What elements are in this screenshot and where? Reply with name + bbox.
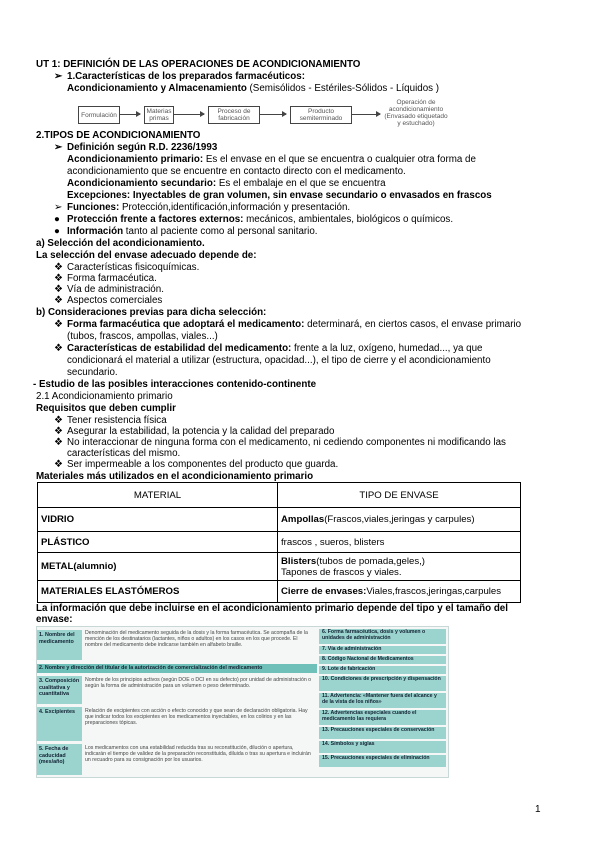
container-cell: frascos , sueros, blisters [278,532,521,553]
diamond-bullet-icon: ❖ [54,273,63,284]
materials-table [37,482,521,603]
study-line: - Estudio de las posibles interacciones contenido-continente [33,379,317,390]
diamond-bullet-icon: ❖ [54,262,63,273]
flow-arrow-icon [260,114,286,115]
section1-subheading: Acondicionamiento y Almacenamiento (Semisólidos - Estériles-Sólidos - Líquidos ) [67,83,440,94]
diamond-bullet-icon: ❖ [54,319,63,330]
protection: ● Protección frente a factores externos: mecánicos, ambientales, biológicos o químicos. [54,214,454,225]
info-item: 13. Precauciones especiales de conservación [319,727,446,739]
list-item: ❖ Características fisicoquímicas. [54,262,200,273]
list-item-cont: (tubos, frascos, ampollas, viales...) [67,331,218,342]
diamond-bullet-icon: ❖ [54,284,63,295]
dot-bullet-icon: ● [54,226,60,237]
diamond-bullet-icon: ❖ [54,426,63,437]
list-item: ❖ Ser impermeable a los componentes del producto que guarda. [54,459,339,470]
info-heading-cont: envase: [36,614,73,625]
column-header: MATERIAL [38,483,278,508]
diamond-bullet-icon: ❖ [54,437,63,448]
info-item: 7. Vía de administración [319,646,446,654]
requirements-heading: Requisitos que deben cumplir [36,403,176,414]
flow-step: Formulación [78,106,120,124]
table-header-row [38,483,521,508]
page-number: 1 [535,804,541,815]
list-item: ❖ Vía de administración. [54,284,164,295]
section-a-sub: La selección del envase adecuado depende de: [36,250,257,261]
section-b-heading: b) Consideraciones previas para dicha selección: [36,307,267,318]
info-desc: Nombre de los principios activos (según DOE o DCI en su defecto) por unidad de administración o según la forma de administración para un volumen o peso determinado. [85,677,312,689]
info-item: 11. Advertencia: «Mantener fuera del alcance y de la vista de los niños» [319,693,446,708]
info-item: 10. Condiciones de prescripción y dispensación [319,676,446,691]
column-header: TIPO DE ENVASE [278,483,521,508]
flow-step: Materias primas [144,106,174,124]
container-cell: Cierre de envases:Viales,frascos,jeringas,carpules [278,581,521,603]
section-a-heading: a) Selección del acondicionamiento. [36,238,205,249]
list-item: ❖ Aspectos comerciales [54,295,163,306]
material-cell: METAL(alumnio) [38,553,278,581]
exceptions: Excepciones: Inyectables de gran volumen, sin envase secundario o envasados en frascos [67,190,492,201]
arrow-bullet-icon: ➢ [54,142,63,153]
dot-bullet-icon: ● [54,214,60,225]
list-item-cont: condicionará el material a utilizar (estructura, opacidad...), el tipo de cierre y el acondicionamiento [67,355,491,366]
flow-arrow-icon [352,114,380,115]
container-cell: Blisters(tubos de pomada,geles,) Tapones de frascos y viales. [278,553,521,581]
list-item-cont: secundario. [67,367,118,378]
table-row [38,553,521,581]
definition-heading: ➢ Definición según R.D. 2236/1993 [54,142,218,153]
section1-heading: ➢ 1.Características de los preparados farmacéuticos: [54,71,305,82]
table-row [38,532,521,553]
info-desc: Relación de excipientes con acción o efecto conocido y que sean de declaración obligatoria. Hay que indicar todos los excipientes en los medicamentos inyectables, en los colirios y en las preparaciones tópicas. [85,708,308,726]
section21-heading: 2.1 Acondicionamiento primario [36,391,173,402]
info-desc: Los medicamentos con una estabilidad reducida tras su reconstitución, dilución o apertura, indicarán el tiempo de validez de la preparación reconstituida, diluida o tras su apertura e incluirán un recuadro para su consignación por los usuarios. [85,745,311,763]
list-item: ❖ Asegurar la estabilidad, la potencia y la calidad del preparado [54,426,335,437]
primary-definition-cont: acondicionamiento que se encuentre en contacto directo con el medicamento. [67,166,406,177]
functions: ➢ Funciones: Protección,identificación,información y presentación. [54,202,351,213]
info-item: 15. Precauciones especiales de eliminación [319,755,446,767]
info-label: 1. Nombre del medicamento [37,630,82,660]
diamond-bullet-icon: ❖ [54,295,63,306]
list-item: ❖ Forma farmacéutica. [54,273,157,284]
section2-heading: 2.TIPOS DE ACONDICIONAMIENTO [36,130,201,141]
arrow-bullet-icon: ➢ [54,71,63,82]
info-item: 6. Forma farmacéutica, dosis y volumen o unidades de administración [319,629,446,644]
list-item: ❖ Características de estabilidad del medicamento: frente a la luz, oxígeno, humedad..., ya que [54,343,483,354]
list-item-cont: características del mismo. [67,448,181,459]
info-fullrow: 2. Nombre y dirección del titular de la autorización de comercialización del medicamento [37,664,317,673]
material-cell: MATERIALES ELASTÓMEROS [38,581,278,603]
flow-step: Proceso de fabricación [208,106,260,124]
info-label: 5. Fecha de caducidad (mes/año) [37,744,82,775]
table-row [38,581,521,603]
primary-definition: Acondicionamiento primario: Es el envase en el que se encuentra o cualquier otra forma de [67,154,476,165]
info-left-column [37,627,317,777]
info-item: 8. Código Nacional de Medicamentos [319,656,446,664]
info-label: 3. Composición cualitativa y cuantitativa [37,676,82,704]
info-item: 14. Símbolos y siglas [319,741,446,753]
secondary-definition: Acondicionamiento secundario: Es el embalaje en el que se encuentra [67,178,386,189]
diamond-bullet-icon: ❖ [54,415,63,426]
info-desc: Denominación del medicamento seguida de la dosis y la forma farmacéutica. Se acompaña de la mención de los destinatarios (lactantes, niños o adultos) en los casos en los que procede. El nombre del medicamento debe indicarse también en alfabeto braille. [85,630,308,648]
list-item: ❖ Tener resistencia física [54,415,167,426]
flow-arrow-icon [174,114,204,115]
arrow-bullet-icon: ➢ [54,202,63,213]
info-heading: La información que debe incluirse en el acondicionamiento primario depende del tipo y el tamaño del [36,603,508,614]
materials-heading: Materiales más utilizados en el acondicionamiento primario [36,471,314,482]
table-row [38,508,521,532]
info-item: 9. Lote de fabricación [319,666,446,674]
container-cell: Ampollas(Frascos,viales,jeringas y carpules) [278,508,521,532]
document-title: UT 1: DEFINICIÓN DE LAS OPERACIONES DE ACONDICIONAMIENTO [36,59,361,70]
list-item: ❖ Forma farmacéutica que adoptará el medicamento: determinará, en ciertos casos, el envase primario [54,319,522,330]
info-figure [36,626,449,778]
flow-step: Producto semiterminado [290,106,352,124]
flow-arrow-icon [120,114,140,115]
info-right-column [317,627,448,777]
material-cell: VIDRIO [38,508,278,532]
info-label: 4. Excipientes [37,707,82,741]
diamond-bullet-icon: ❖ [54,459,63,470]
flow-step: Operación de acondicionamiento (Envasado etiquetado y estuchado) [384,99,448,127]
information: ● Información tanto al paciente como al personal sanitario. [54,226,318,237]
info-item: 12. Advertencias especiales cuando el medicamento las requiera [319,710,446,725]
diamond-bullet-icon: ❖ [54,343,63,354]
material-cell: PLÁSTICO [38,532,278,553]
list-item: ❖ No interaccionar de ninguna forma con el medicamento, ni cediendo componentes ni modificando las [54,437,506,448]
